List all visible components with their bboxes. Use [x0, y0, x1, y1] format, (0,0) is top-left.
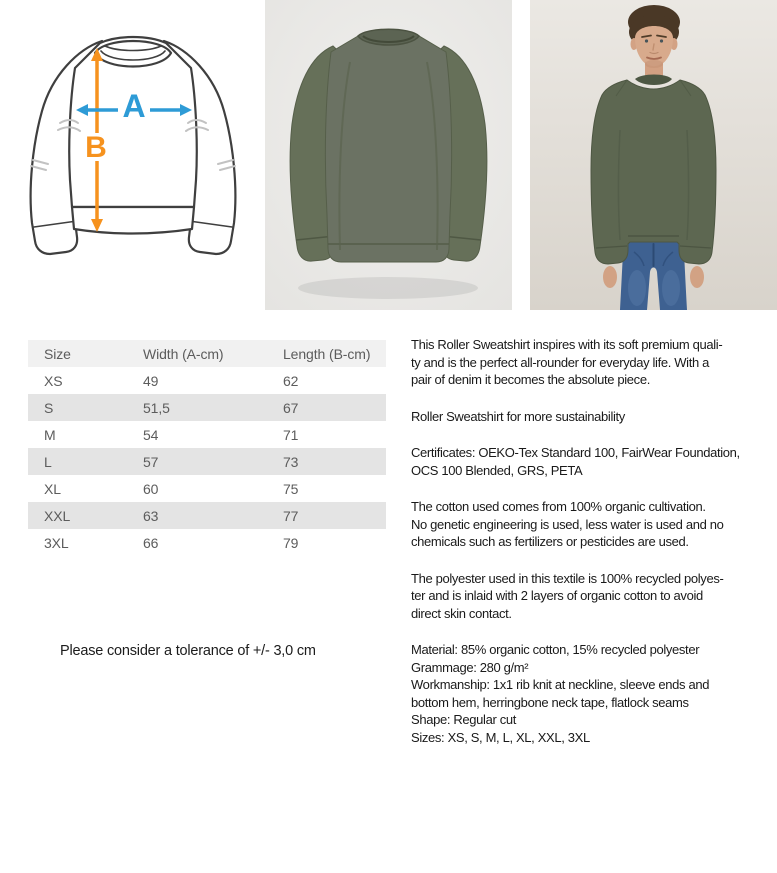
width-cell: 51,5 — [143, 399, 170, 416]
model-right-hand — [690, 266, 704, 288]
description-paragraph — [411, 444, 777, 479]
width-cell: 49 — [143, 372, 159, 389]
header-size: Size — [44, 345, 71, 362]
sketch-collar — [95, 41, 171, 67]
description-line: bottom hem, herringbone neck tape, flatlock seams — [411, 694, 689, 710]
size-cell: M — [44, 426, 56, 443]
description-line: Workmanship: 1x1 rib knit at neckline, sleeve ends and — [411, 677, 710, 692]
length-cell: 75 — [283, 480, 299, 497]
length-cell: 62 — [283, 372, 299, 389]
description-line: Sizes: XS, S, M, L, XL, XXL, 3XL — [411, 729, 590, 745]
description-line: chemicals such as fertilizers or pesticides are used. — [411, 534, 689, 549]
description-line: Shape: Regular cut — [411, 712, 516, 727]
size-diagram — [8, 5, 255, 300]
label-b: B — [85, 131, 107, 164]
description-line: pair of denim it becomes the absolute piece. — [411, 372, 650, 387]
label-a: A — [122, 88, 146, 124]
description-line: The cotton used comes from 100% organic cultivation. — [411, 499, 706, 514]
table-row — [28, 475, 386, 502]
description-line: Grammage: 280 g/m² — [411, 659, 529, 675]
description-paragraph — [411, 336, 777, 389]
description-line: Material: 85% organic cotton, 15% recycled polyester — [411, 642, 700, 657]
description-paragraph — [411, 408, 777, 426]
table-row — [28, 502, 386, 529]
description-line: OCS 100 Blended, GRS, PETA — [411, 462, 583, 478]
model-sweatshirt — [591, 75, 716, 265]
description-line: ter and is inlaid with 2 layers of organic cotton to avoid — [411, 588, 703, 603]
size-diagram-sketch — [8, 5, 255, 300]
description-line: direct skin contact. — [411, 605, 512, 621]
length-cell: 73 — [283, 453, 299, 470]
tolerance-note: Please consider a tolerance of +/- 3,0 cm — [60, 643, 316, 659]
product-body — [325, 32, 451, 263]
size-cell: XXL — [44, 507, 71, 524]
description-line: ty and is the perfect all-rounder for everyday life. With a — [411, 354, 709, 370]
product-description — [411, 336, 777, 765]
description-line: This Roller Sweatshirt inspires with its soft premium quali- — [411, 337, 723, 352]
model-photo — [530, 0, 777, 310]
size-cell: S — [44, 399, 54, 416]
description-paragraph — [411, 570, 777, 623]
description-paragraph — [411, 641, 777, 746]
description-line: No genetic engineering is used, less water is used and no — [411, 516, 724, 532]
description-line: Roller Sweatshirt for more sustainability — [411, 408, 625, 424]
product-photo — [265, 0, 512, 310]
width-cell: 66 — [143, 534, 159, 551]
header-width: Width (A-cm) — [143, 345, 224, 362]
table-row — [28, 448, 386, 475]
size-cell: 3XL — [44, 534, 69, 551]
description-line: Certificates: OEKO-Tex Standard 100, FairWear Foundation, — [411, 445, 740, 460]
length-cell: 67 — [283, 399, 299, 416]
garment-shadow — [298, 277, 478, 299]
size-cell: L — [44, 453, 52, 470]
table-row — [28, 367, 386, 394]
model-photo-art — [530, 0, 777, 310]
size-cell: XL — [44, 480, 61, 497]
width-cell: 63 — [143, 507, 159, 524]
table-header-row — [28, 340, 386, 367]
length-cell: 79 — [283, 534, 299, 551]
description-line: The polyester used in this textile is 100% recycled polyes- — [411, 570, 724, 586]
table-row — [28, 394, 386, 421]
header-length: Length (B-cm) — [283, 345, 371, 362]
width-cell: 54 — [143, 426, 159, 443]
width-cell: 60 — [143, 480, 159, 497]
length-cell: 71 — [283, 426, 299, 443]
length-cell: 77 — [283, 507, 299, 524]
sketch-waistband — [72, 207, 194, 234]
size-chart-table — [28, 340, 386, 556]
width-cell: 57 — [143, 453, 159, 470]
description-paragraph — [411, 498, 777, 551]
size-cell: XS — [44, 372, 63, 389]
model-left-hand — [603, 266, 617, 288]
product-photo-art — [265, 0, 512, 310]
table-row — [28, 421, 386, 448]
table-row — [28, 529, 386, 556]
